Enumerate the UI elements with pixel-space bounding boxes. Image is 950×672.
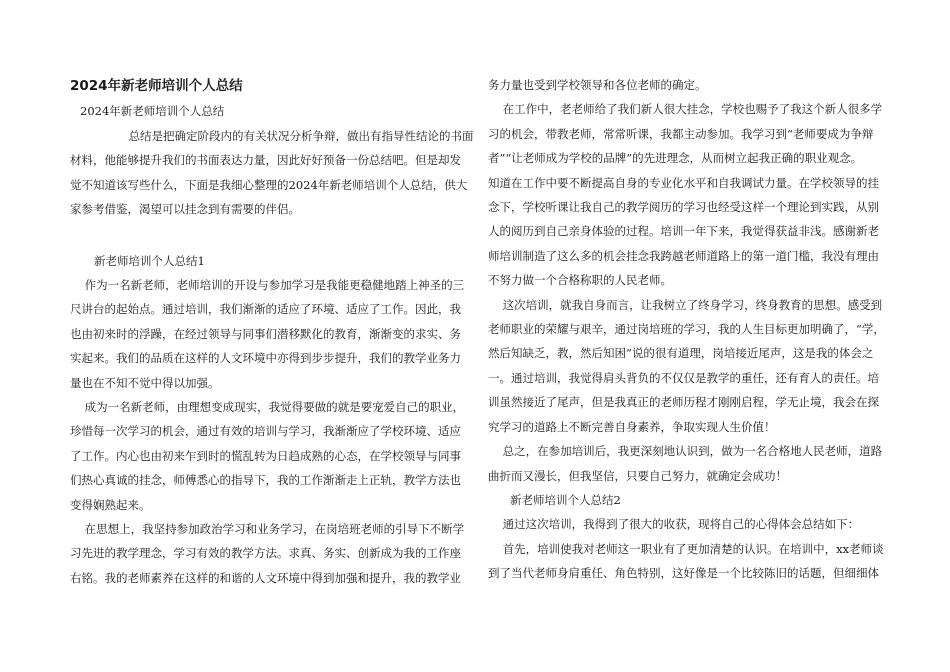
- body-line: 右铭。我的老师素养在这样的和谐的人文环境中得到加强和提升，我的教学业: [70, 570, 461, 585]
- body-line: 师培训制造了这么多的机会挂念我跨越老师道路上的第一道门槛，我没有理由: [488, 248, 879, 263]
- document-title: 2024年新老师培训个人总结: [70, 78, 243, 94]
- body-line: 实起来。我们的品质在这样的人文环境中亦得到步步提升，我们的教学业务力: [70, 351, 461, 366]
- body-line: 然后知缺乏，教，然后知困”说的很有道理，岗培接近尾声，这是我的体会之: [488, 346, 874, 361]
- body-line: 在思想上，我坚持参加政治学习和业务学习，在岗培班老师的引导下不断学: [70, 522, 465, 537]
- left-column-body: [70, 273, 466, 590]
- document-subtitle: 2024年新老师培训个人总结: [80, 104, 225, 118]
- body-line: 习先进的教学理念，学习有效的教学方法。求真、务实、创新成为我的工作座: [70, 546, 461, 561]
- body-line: 量也在不知不觉中得以加强。: [70, 375, 220, 390]
- right-column-body: [488, 73, 884, 586]
- body-line: 们热心真诚的挂念，师傅悉心的指导下，我的工作渐渐走上正轨，教学方法也: [70, 473, 461, 488]
- body-line: 成为一名新老师，由理想变成现实，我觉得要做的就是要宠爱自己的职业，: [70, 400, 465, 415]
- body-line: 不努力做一个合格称职的人民老师。: [488, 273, 672, 288]
- body-line: 作为一名新老师，老师培训的开设与参加学习是我能更稳健地踏上神圣的三: [70, 278, 465, 292]
- body-line: 了工作。内心也由初来乍到时的慌乱转为日趋成熟的心态，在学校领导与同事: [70, 448, 461, 463]
- section-heading-1: 新老师培训个人总结1: [94, 254, 205, 268]
- body-line: 一。通过培训，我觉得肩头背负的不仅仅是教学的重任，还有育人的责任。培: [488, 370, 879, 385]
- intro-paragraph: [70, 124, 474, 222]
- body-line: 变得娴熟起来。: [70, 497, 151, 512]
- body-line: 者”“让老师成为学校的品牌”的先进理念，从而树立起我正确的职业观念。: [488, 151, 863, 166]
- body-line: 训虽然接近了尾声，但是我真正的老师历程才刚刚启程，学无止境，我会在探: [488, 395, 879, 410]
- body-line: 老师职业的荣耀与艰辛，通过岗培班的学习，我的人生目标更加明确了，“学，: [488, 322, 885, 337]
- body-line: 知道在工作中要不断提高自身的专业化水平和自我调试力量。在学校领导的挂: [488, 175, 879, 190]
- body-line: 究学习的道路上不断完善自身素养，争取实现人生价值！: [488, 419, 776, 434]
- body-line: 珍惜每一次学习的机会，通过有效的培训与学习，我渐渐应了学校环境、适应: [70, 424, 461, 439]
- body-line: 在工作中，老老师给了我们新人很大挂念，学校也赐予了我这个新人很多学: [488, 102, 883, 117]
- body-line: 首先，培训使我对老师这一职业有了更加清楚的认识。在培训中，xx老师谈: [488, 541, 884, 556]
- body-line: 人的阅历到自己亲身体验的过程。培训一年下来，我觉得获益非浅。感谢新老: [488, 224, 879, 239]
- body-line: 通过这次培训，我得到了很大的收获，现将自己的心得体会总结如下：: [488, 517, 860, 532]
- body-line: 总之，在参加培训后，我更深刻地认识到，做为一名合格地人民老师，道路: [488, 444, 883, 459]
- intro-line: 材料，他能够提升我们的书面表达力量，因此好好预备一份总结吧。但是却发: [70, 153, 461, 168]
- body-line: 尺讲台的起始点。通过培训，我们渐渐的适应了环境、适应了工作。因此，我: [70, 302, 461, 317]
- intro-line: 总结是把确定阶段内的有关状况分析争辩，做出有指导性结论的书面: [70, 129, 474, 143]
- body-line: 到了当代老师身肩重任、角色特别，这好像是一个比较陈旧的话题，但细细体: [488, 566, 879, 581]
- body-line: 务力量也受到学校领导和各位老师的确定。: [488, 78, 707, 92]
- intro-line: 觉不知道该写些什么，下面是我细心整理的2024年新老师培训个人总结，供大: [70, 177, 468, 192]
- body-line: 也由初来时的浮躁，在经过领导与同事们潜移默化的教育，渐渐变的求实、务: [70, 326, 461, 341]
- body-line: 这次培训，就我自身而言，让我树立了终身学习，终身教育的思想。感受到: [488, 297, 883, 312]
- body-line: 习的机会，带教老师，常常听课，我都主动参加。我学习到“老师要成为争辩: [488, 126, 874, 141]
- intro-line: 家参考借鉴，渴望可以挂念到有需要的伴侣。: [70, 202, 300, 217]
- body-line: 念下，学校听课让我自己的教学阅历的学习也经受这样一个理论到实践，从别: [488, 200, 879, 215]
- body-line: 曲折而又漫长，但我坚信，只要自己努力，就确定会成功！: [488, 468, 787, 483]
- section-heading-2: 新老师培训个人总结2: [510, 492, 621, 507]
